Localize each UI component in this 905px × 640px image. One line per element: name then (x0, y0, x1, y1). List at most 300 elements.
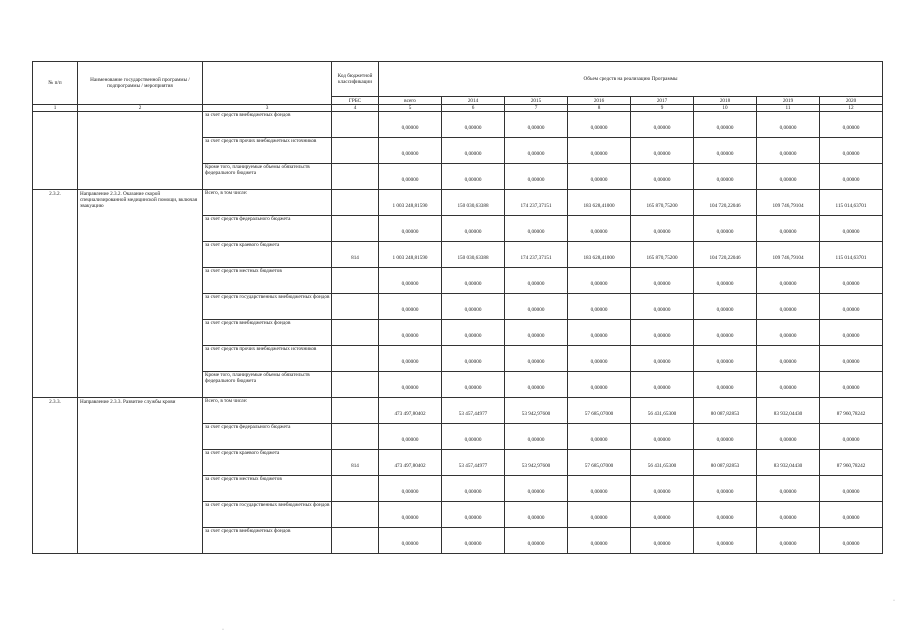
amount: 115 014,63701 (835, 202, 867, 209)
year-value (568, 268, 631, 294)
amount: 183 628,41000 (583, 202, 615, 209)
grbs-code (332, 268, 379, 294)
amount: 0,00000 (716, 488, 734, 495)
year-value (631, 502, 694, 528)
funding-source: Всего, в том числе: (203, 398, 332, 424)
funding-source: за счет средств внебюджетных фондов (203, 528, 332, 554)
total-value (379, 476, 442, 502)
grbs-code (332, 450, 379, 476)
year-value (694, 320, 757, 346)
year-value (820, 164, 883, 190)
funding-source: Кроме того, планируемые объемы обязательств федерального бюджета (203, 164, 332, 190)
amount: 0,00000 (653, 514, 671, 521)
year-value (505, 528, 568, 554)
year-value (505, 372, 568, 398)
table-row (33, 190, 883, 216)
amount: 150 030,63388 (457, 202, 489, 209)
year-value (694, 398, 757, 424)
year-value (694, 346, 757, 372)
header-grbs: ГРБС (332, 97, 379, 105)
year-value (631, 138, 694, 164)
year-value (757, 450, 820, 476)
year-value (442, 424, 505, 450)
year-value (442, 268, 505, 294)
amount: 115 014,63701 (835, 254, 867, 261)
amount: 0,00000 (590, 436, 608, 443)
amount: 0,00000 (401, 280, 419, 287)
year-value (820, 268, 883, 294)
amount: 174 237,37151 (520, 202, 552, 209)
amount: 0,00000 (527, 150, 545, 157)
amount: 0,00000 (590, 384, 608, 391)
amount: 0,00000 (716, 384, 734, 391)
amount: 53 457,44977 (458, 410, 488, 417)
year-value (631, 242, 694, 268)
header-year: 2017 (631, 97, 694, 105)
program-name: Направление 2.3.3. Развитие службы крови (78, 398, 203, 554)
year-value (505, 398, 568, 424)
amount: 0,00000 (779, 436, 797, 443)
funding-source: за счет средств прочих внебюджетных источников (203, 138, 332, 164)
year-value (694, 190, 757, 216)
amount: 165 870,75200 (646, 254, 678, 261)
amount: 0,00000 (464, 306, 482, 313)
amount: 0,00000 (842, 306, 860, 313)
header-year: 2014 (442, 97, 505, 105)
year-value (757, 398, 820, 424)
amount: 0,00000 (464, 358, 482, 365)
header-row-numbers (33, 105, 883, 112)
amount: 0,00000 (527, 280, 545, 287)
year-value (820, 372, 883, 398)
grbs-code (332, 502, 379, 528)
year-value (505, 346, 568, 372)
amount: 0,00000 (527, 358, 545, 365)
amount: 0,00000 (842, 332, 860, 339)
amount: 1 003 248,81590 (392, 254, 428, 261)
year-value (757, 164, 820, 190)
amount: 0,00000 (653, 436, 671, 443)
year-value (757, 138, 820, 164)
amount: 0,00000 (779, 488, 797, 495)
year-value (820, 242, 883, 268)
total-value (379, 138, 442, 164)
year-value (442, 294, 505, 320)
total-value (379, 242, 442, 268)
funding-source: за счет средств государственных внебюджетных фондов (203, 294, 332, 320)
amount: 87 960,78242 (836, 410, 866, 417)
amount: 0,00000 (716, 280, 734, 287)
year-value (820, 112, 883, 138)
amount: 0,00000 (779, 384, 797, 391)
amount: 0,00000 (716, 436, 734, 443)
amount: 0,00000 (401, 488, 419, 495)
grbs-code (332, 190, 379, 216)
amount: 183 628,41000 (583, 254, 615, 261)
amount: 0,00000 (779, 540, 797, 547)
amount: 0,00000 (590, 124, 608, 131)
amount: 0,00000 (779, 358, 797, 365)
amount: 0,00000 (842, 488, 860, 495)
header-budget-code: Код бюджетной классификации (332, 62, 379, 97)
header-row-main (33, 62, 883, 97)
year-value (442, 372, 505, 398)
amount: 0,00000 (653, 280, 671, 287)
header-year: 2016 (568, 97, 631, 105)
year-value (694, 502, 757, 528)
total-value (379, 528, 442, 554)
year-value (757, 346, 820, 372)
funding-source: за счет средств внебюджетных фондов (203, 112, 332, 138)
amount: 0,00000 (653, 150, 671, 157)
amount: 0,00000 (464, 436, 482, 443)
amount: 80 087,82853 (710, 410, 740, 417)
grbs-code (332, 216, 379, 242)
amount: 0,00000 (590, 176, 608, 183)
amount: 0,00000 (401, 150, 419, 157)
table-row (33, 112, 883, 138)
amount: 0,00000 (842, 436, 860, 443)
amount: 56 431,65300 (647, 410, 677, 417)
row-number: 2.3.3. (33, 398, 78, 554)
grbs-code (332, 320, 379, 346)
amount: 0,00000 (779, 150, 797, 157)
year-value (568, 138, 631, 164)
column-number: 7 (505, 105, 568, 112)
total-value (379, 294, 442, 320)
total-value (379, 502, 442, 528)
amount: 0,00000 (779, 280, 797, 287)
year-value (631, 216, 694, 242)
total-value (379, 372, 442, 398)
total-value (379, 112, 442, 138)
year-value (820, 138, 883, 164)
amount: 0,00000 (842, 540, 860, 547)
column-number: 6 (442, 105, 505, 112)
program-name: Направление 2.3.2. Оказание скорой специализированной медицинской помощи, включая эвакуацию (78, 190, 203, 398)
amount: 0,00000 (590, 228, 608, 235)
amount: 0,00000 (590, 514, 608, 521)
program-name (78, 112, 203, 190)
year-value (631, 112, 694, 138)
year-value (442, 112, 505, 138)
amount: 0,00000 (716, 306, 734, 313)
amount: 0,00000 (464, 488, 482, 495)
amount: 0,00000 (716, 124, 734, 131)
year-value (568, 112, 631, 138)
year-value (568, 372, 631, 398)
header-number: № п/п (33, 62, 78, 105)
amount: 0,00000 (527, 124, 545, 131)
grbs-code (332, 476, 379, 502)
amount: 0,00000 (527, 228, 545, 235)
year-value (820, 320, 883, 346)
column-number: 10 (694, 105, 757, 112)
year-value (568, 164, 631, 190)
year-value (568, 502, 631, 528)
year-value (505, 450, 568, 476)
column-number: 5 (379, 105, 442, 112)
year-value (505, 190, 568, 216)
grbs-value: 814 (351, 462, 359, 469)
amount: 0,00000 (590, 306, 608, 313)
amount: 174 237,37151 (520, 254, 552, 261)
amount: 0,00000 (779, 176, 797, 183)
amount: 0,00000 (401, 124, 419, 131)
year-value (505, 320, 568, 346)
amount: 0,00000 (590, 540, 608, 547)
funding-source: Всего, в том числе: (203, 190, 332, 216)
amount: 0,00000 (464, 540, 482, 547)
grbs-code (332, 138, 379, 164)
funding-source: за счет средств федерального бюджета (203, 424, 332, 450)
total-value (379, 424, 442, 450)
year-value (694, 268, 757, 294)
year-value (757, 268, 820, 294)
amount: 150 030,63388 (457, 254, 489, 261)
amount: 0,00000 (779, 332, 797, 339)
amount: 0,00000 (653, 306, 671, 313)
year-value (757, 320, 820, 346)
year-value (820, 346, 883, 372)
amount: 0,00000 (590, 332, 608, 339)
year-value (820, 450, 883, 476)
grbs-code (332, 424, 379, 450)
year-value (820, 502, 883, 528)
year-value (631, 528, 694, 554)
amount: 0,00000 (716, 228, 734, 235)
amount: 0,00000 (716, 358, 734, 365)
amount: 0,00000 (401, 228, 419, 235)
year-value (505, 424, 568, 450)
amount: 0,00000 (527, 384, 545, 391)
year-value (694, 372, 757, 398)
year-value (694, 164, 757, 190)
year-value (694, 450, 757, 476)
year-value (442, 502, 505, 528)
funding-source: за счет средств прочих внебюджетных источников (203, 346, 332, 372)
amount: 0,00000 (842, 280, 860, 287)
total-value (379, 346, 442, 372)
column-number: 8 (568, 105, 631, 112)
year-value (568, 346, 631, 372)
year-value (694, 294, 757, 320)
amount: 53 942,97600 (521, 410, 551, 417)
year-value (757, 502, 820, 528)
amount: 0,00000 (842, 384, 860, 391)
year-value (568, 242, 631, 268)
amount: 0,00000 (653, 176, 671, 183)
amount: 0,00000 (401, 358, 419, 365)
amount: 0,00000 (527, 436, 545, 443)
amount: 0,00000 (527, 488, 545, 495)
funding-source: за счет средств краевого бюджета (203, 450, 332, 476)
year-value (568, 294, 631, 320)
total-value (379, 450, 442, 476)
amount: 83 932,04430 (773, 462, 803, 469)
column-number: 2 (78, 105, 203, 112)
amount: 0,00000 (716, 540, 734, 547)
year-value (631, 476, 694, 502)
year-value (631, 346, 694, 372)
amount: 109 746,79104 (772, 254, 804, 261)
total-value (379, 190, 442, 216)
year-value (568, 216, 631, 242)
year-value (442, 528, 505, 554)
amount: 0,00000 (401, 332, 419, 339)
amount: 0,00000 (527, 540, 545, 547)
amount: 0,00000 (464, 384, 482, 391)
amount: 104 720,22046 (709, 202, 741, 209)
amount: 0,00000 (590, 358, 608, 365)
amount: 0,00000 (842, 514, 860, 521)
year-value (820, 190, 883, 216)
year-value (442, 450, 505, 476)
year-value (757, 112, 820, 138)
year-value (631, 320, 694, 346)
scan-mark: · (222, 627, 224, 633)
year-value (820, 528, 883, 554)
amount: 0,00000 (716, 514, 734, 521)
year-value (631, 190, 694, 216)
year-value (694, 242, 757, 268)
total-value (379, 320, 442, 346)
amount: 0,00000 (716, 176, 734, 183)
amount: 0,00000 (590, 280, 608, 287)
grbs-code (332, 346, 379, 372)
funding-source: за счет средств местных бюджетов (203, 268, 332, 294)
amount: 0,00000 (401, 176, 419, 183)
budget-table (32, 61, 883, 554)
year-value (568, 424, 631, 450)
amount: 0,00000 (779, 514, 797, 521)
amount: 0,00000 (653, 540, 671, 547)
header-program-name: Наименование государственной программы / подпрограммы / мероприятия (78, 62, 203, 105)
amount: 473 497,80402 (394, 462, 426, 469)
year-value (505, 112, 568, 138)
funding-source: за счет средств внебюджетных фондов (203, 320, 332, 346)
year-value (694, 528, 757, 554)
funding-source: за счет средств государственных внебюджетных фондов (203, 502, 332, 528)
grbs-code (332, 398, 379, 424)
year-value (820, 294, 883, 320)
amount: 0,00000 (464, 176, 482, 183)
total-value (379, 164, 442, 190)
year-value (568, 398, 631, 424)
year-value (631, 268, 694, 294)
column-number: 9 (631, 105, 694, 112)
grbs-value: 814 (351, 254, 359, 261)
grbs-code (332, 164, 379, 190)
year-value (757, 424, 820, 450)
amount: 0,00000 (464, 514, 482, 521)
amount: 0,00000 (653, 332, 671, 339)
year-value (694, 216, 757, 242)
year-value (694, 424, 757, 450)
amount: 53 457,44977 (458, 462, 488, 469)
amount: 0,00000 (842, 228, 860, 235)
column-number: 11 (757, 105, 820, 112)
amount: 0,00000 (527, 514, 545, 521)
amount: 0,00000 (716, 332, 734, 339)
amount: 0,00000 (401, 384, 419, 391)
grbs-code (332, 294, 379, 320)
total-value (379, 216, 442, 242)
year-value (442, 164, 505, 190)
year-value (820, 216, 883, 242)
year-value (505, 164, 568, 190)
amount: 0,00000 (653, 488, 671, 495)
year-value (568, 476, 631, 502)
amount: 0,00000 (779, 124, 797, 131)
amount: 57 685,07000 (584, 462, 614, 469)
year-value (442, 242, 505, 268)
year-value (631, 424, 694, 450)
amount: 165 870,75200 (646, 202, 678, 209)
amount: 0,00000 (653, 124, 671, 131)
year-value (631, 450, 694, 476)
header-volume: Объем средств на реализацию Программы (379, 62, 883, 97)
amount: 0,00000 (527, 306, 545, 313)
amount: 0,00000 (464, 280, 482, 287)
grbs-code (332, 242, 379, 268)
column-number: 4 (332, 105, 379, 112)
header-year: 2020 (820, 97, 883, 105)
amount: 0,00000 (653, 228, 671, 235)
table-body (33, 112, 883, 554)
amount: 0,00000 (401, 540, 419, 547)
total-value (379, 398, 442, 424)
year-value (442, 320, 505, 346)
header-total: всего (379, 97, 442, 105)
table-row (33, 398, 883, 424)
year-value (505, 138, 568, 164)
funding-source: Кроме того, планируемые объемы обязательств федерального бюджета (203, 372, 332, 398)
amount: 0,00000 (779, 306, 797, 313)
column-number: 3 (203, 105, 332, 112)
grbs-code (332, 528, 379, 554)
header-year: 2019 (757, 97, 820, 105)
amount: 83 932,04430 (773, 410, 803, 417)
year-value (505, 216, 568, 242)
year-value (568, 528, 631, 554)
amount: 0,00000 (401, 306, 419, 313)
amount: 53 942,97600 (521, 462, 551, 469)
year-value (694, 138, 757, 164)
grbs-code (332, 112, 379, 138)
year-value (820, 398, 883, 424)
year-value (757, 476, 820, 502)
amount: 0,00000 (653, 384, 671, 391)
year-value (757, 190, 820, 216)
amount: 0,00000 (464, 228, 482, 235)
amount: 0,00000 (464, 332, 482, 339)
amount: 109 746,79104 (772, 202, 804, 209)
amount: 0,00000 (590, 150, 608, 157)
year-value (631, 164, 694, 190)
column-number: 1 (33, 105, 78, 112)
amount: 0,00000 (401, 436, 419, 443)
amount: 0,00000 (779, 228, 797, 235)
year-value (631, 372, 694, 398)
amount: 473 497,80402 (394, 410, 426, 417)
amount: 0,00000 (401, 514, 419, 521)
amount: 80 087,82853 (710, 462, 740, 469)
year-value (442, 190, 505, 216)
year-value (442, 398, 505, 424)
amount: 0,00000 (464, 124, 482, 131)
year-value (820, 424, 883, 450)
